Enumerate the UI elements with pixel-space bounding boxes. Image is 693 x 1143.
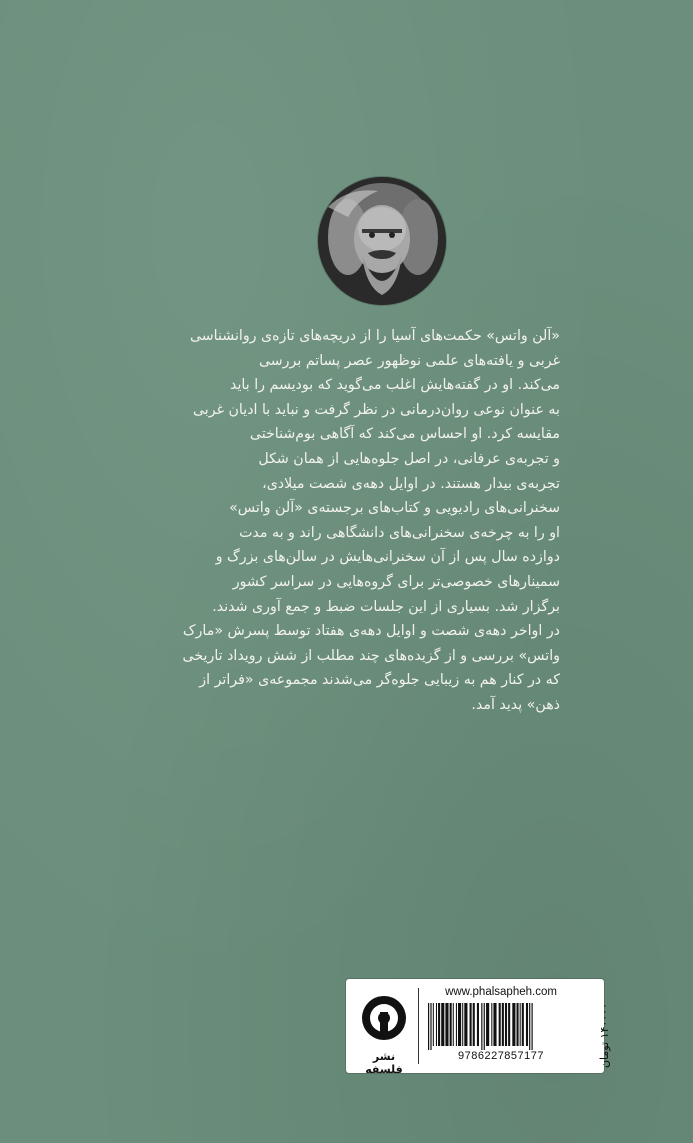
barcode-bar [430,1003,431,1050]
barcode-bar [529,1003,530,1050]
description-line: او را به چرخه‌ی سخنرانی‌های دانشگاهی راند و به مدت [239,524,560,541]
barcode-divider [418,988,419,1064]
barcode-bar [505,1003,507,1046]
barcode-bar [428,1003,429,1050]
barcode-bar [477,1003,479,1046]
barcode-bar [493,1003,496,1046]
barcode-bar [526,1003,528,1046]
barcode-bar [491,1003,492,1046]
price-label: ۱۴۰۰۰۰ تومان [598,1003,611,1069]
description-line: دوازده سال پس از آن سخنرانی‌هایش در سالن‌های بزرگ و [215,549,560,566]
description-line: در اواخر دهه‌ی شصت و اوایل دهه‌ی هفتاد توسط پسرش «مارک [182,623,560,640]
author-photo-image [318,177,446,305]
barcode-bar [517,1003,519,1046]
barcode-bar [470,1003,472,1046]
description-line: و تجربه‌ی عرفانی، در اصل جلوه‌هایی از همان شکل [258,450,560,467]
publisher-name: نشر فلسفه [365,1050,403,1076]
isbn-number: 9786227857177 [457,1050,545,1062]
barcode-bar [512,1003,515,1046]
barcode [424,1003,578,1050]
barcode-bar [464,1003,467,1046]
description-line: سخنرانی‌های رادیویی و کتاب‌های برجسته‌ی «آلن واتس» [229,500,560,517]
barcode-bar [532,1003,533,1050]
barcode-bars [424,1003,578,1050]
barcode-bar [520,1003,521,1046]
description-line: تجربه‌ی بیدار هستند. در اوایل دهه‌ی شصت میلادی، [262,475,560,492]
barcode-bar [522,1003,524,1046]
description-line: که در کنار هم به زیبایی جلوه‌گر می‌شدند مجموعه‌ی «فراتر از [199,672,560,689]
barcode-bar [445,1003,448,1046]
barcode-bar [473,1003,475,1046]
description-line: واتس» بررسی و از گزیده‌های چند مطلب از شش رویداد تاریخی [182,647,560,664]
description-line: «آلن واتس» حکمت‌های آسیا را از دریچه‌های تازه‌ی روانشناسی [189,328,560,344]
barcode-bar [450,1003,452,1046]
barcode-bar [453,1003,454,1046]
description-line: سمینارهای خصوصی‌تر برای گروه‌هایی در سراسر کشور [232,573,560,590]
barcode-bar [433,1003,434,1046]
author-portrait [318,177,446,305]
barcode-bar [481,1003,482,1050]
barcode-bar [499,1003,501,1046]
barcode-bar [508,1003,510,1046]
barcode-bar [438,1003,440,1046]
description-line: ذهن» پدید آمد. [471,696,560,713]
barcode-bar [462,1003,463,1046]
barcode-bar [458,1003,461,1046]
description-line: غربی و یافته‌های علمی نوظهور عصر پساتم بررسی [258,352,560,369]
book-description [134,324,560,718]
barcode-bar [441,1003,444,1046]
description-line: به عنوان نوعی روان‌درمانی در نظر گرفت و نباید با ادیان غربی [192,401,560,418]
barcode-bar [486,1003,489,1046]
description-line: مقایسه کرد. او احساس می‌کند که آگاهی بوم‌شناختی [249,426,560,443]
description-line: برگزار شد. بسیاری از این جلسات ضبط و جمع آوری شدند. [212,598,560,615]
description-line: می‌کند. او در گفته‌هایش اغلب می‌گوید که بودیسم را باید [230,377,560,394]
barcode-bar [436,1003,437,1046]
publisher-url: www.phalsapheh.com [445,986,557,998]
barcode-bar [484,1003,485,1050]
barcode-bar [502,1003,504,1046]
publisher-logo-icon [354,992,414,1048]
barcode-bar [456,1003,457,1046]
